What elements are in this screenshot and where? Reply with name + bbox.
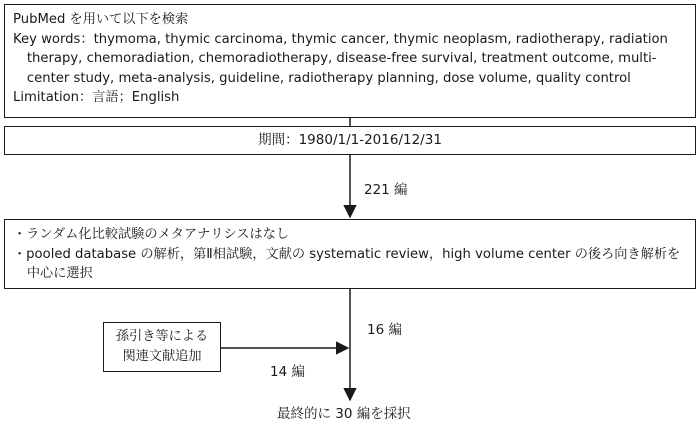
final-result-text: 最終的に 30 編を採択 bbox=[277, 406, 411, 422]
search-limitation: Limitation：言語；English bbox=[13, 90, 180, 105]
search-period-box bbox=[4, 126, 696, 155]
search-title: PubMed を用いて以下を検索 bbox=[13, 12, 189, 27]
search-period-text: 期間：1980/1/1-2016/12/31 bbox=[258, 132, 442, 148]
criteria-item: ・ランダム化比較試験のメタアナリシスはなし bbox=[13, 227, 290, 242]
added-article-count: 14 編 bbox=[270, 364, 305, 380]
selection-criteria-box bbox=[4, 219, 696, 289]
selected-article-count: 16 編 bbox=[367, 322, 402, 338]
search-strategy-box bbox=[4, 4, 696, 118]
keywords-text: thymoma, thymic carcinoma, thymic cancer, thymic neoplasm, radiotherapy, radiation therapy, chemoradiation, chemoradiotherapy, disease-free survival, treatment outcome, multi-center study, meta-analysis, guideline, radiotherapy planning, dose volume, quality control bbox=[26, 31, 668, 86]
manual-addition-line-2: 関連文献追加 bbox=[122, 349, 202, 364]
manual-addition-box bbox=[103, 322, 221, 372]
initial-article-count: 221 編 bbox=[364, 182, 408, 198]
keywords-label: Key words： bbox=[13, 31, 94, 47]
search-keywords bbox=[13, 30, 687, 89]
criteria-item: ・pooled database の解析，第Ⅱ相試験，文献の systematic review，high volume center の後ろ向き解析を中心に選択 bbox=[13, 246, 681, 281]
manual-addition-line-1: 孫引き等による bbox=[115, 329, 209, 344]
